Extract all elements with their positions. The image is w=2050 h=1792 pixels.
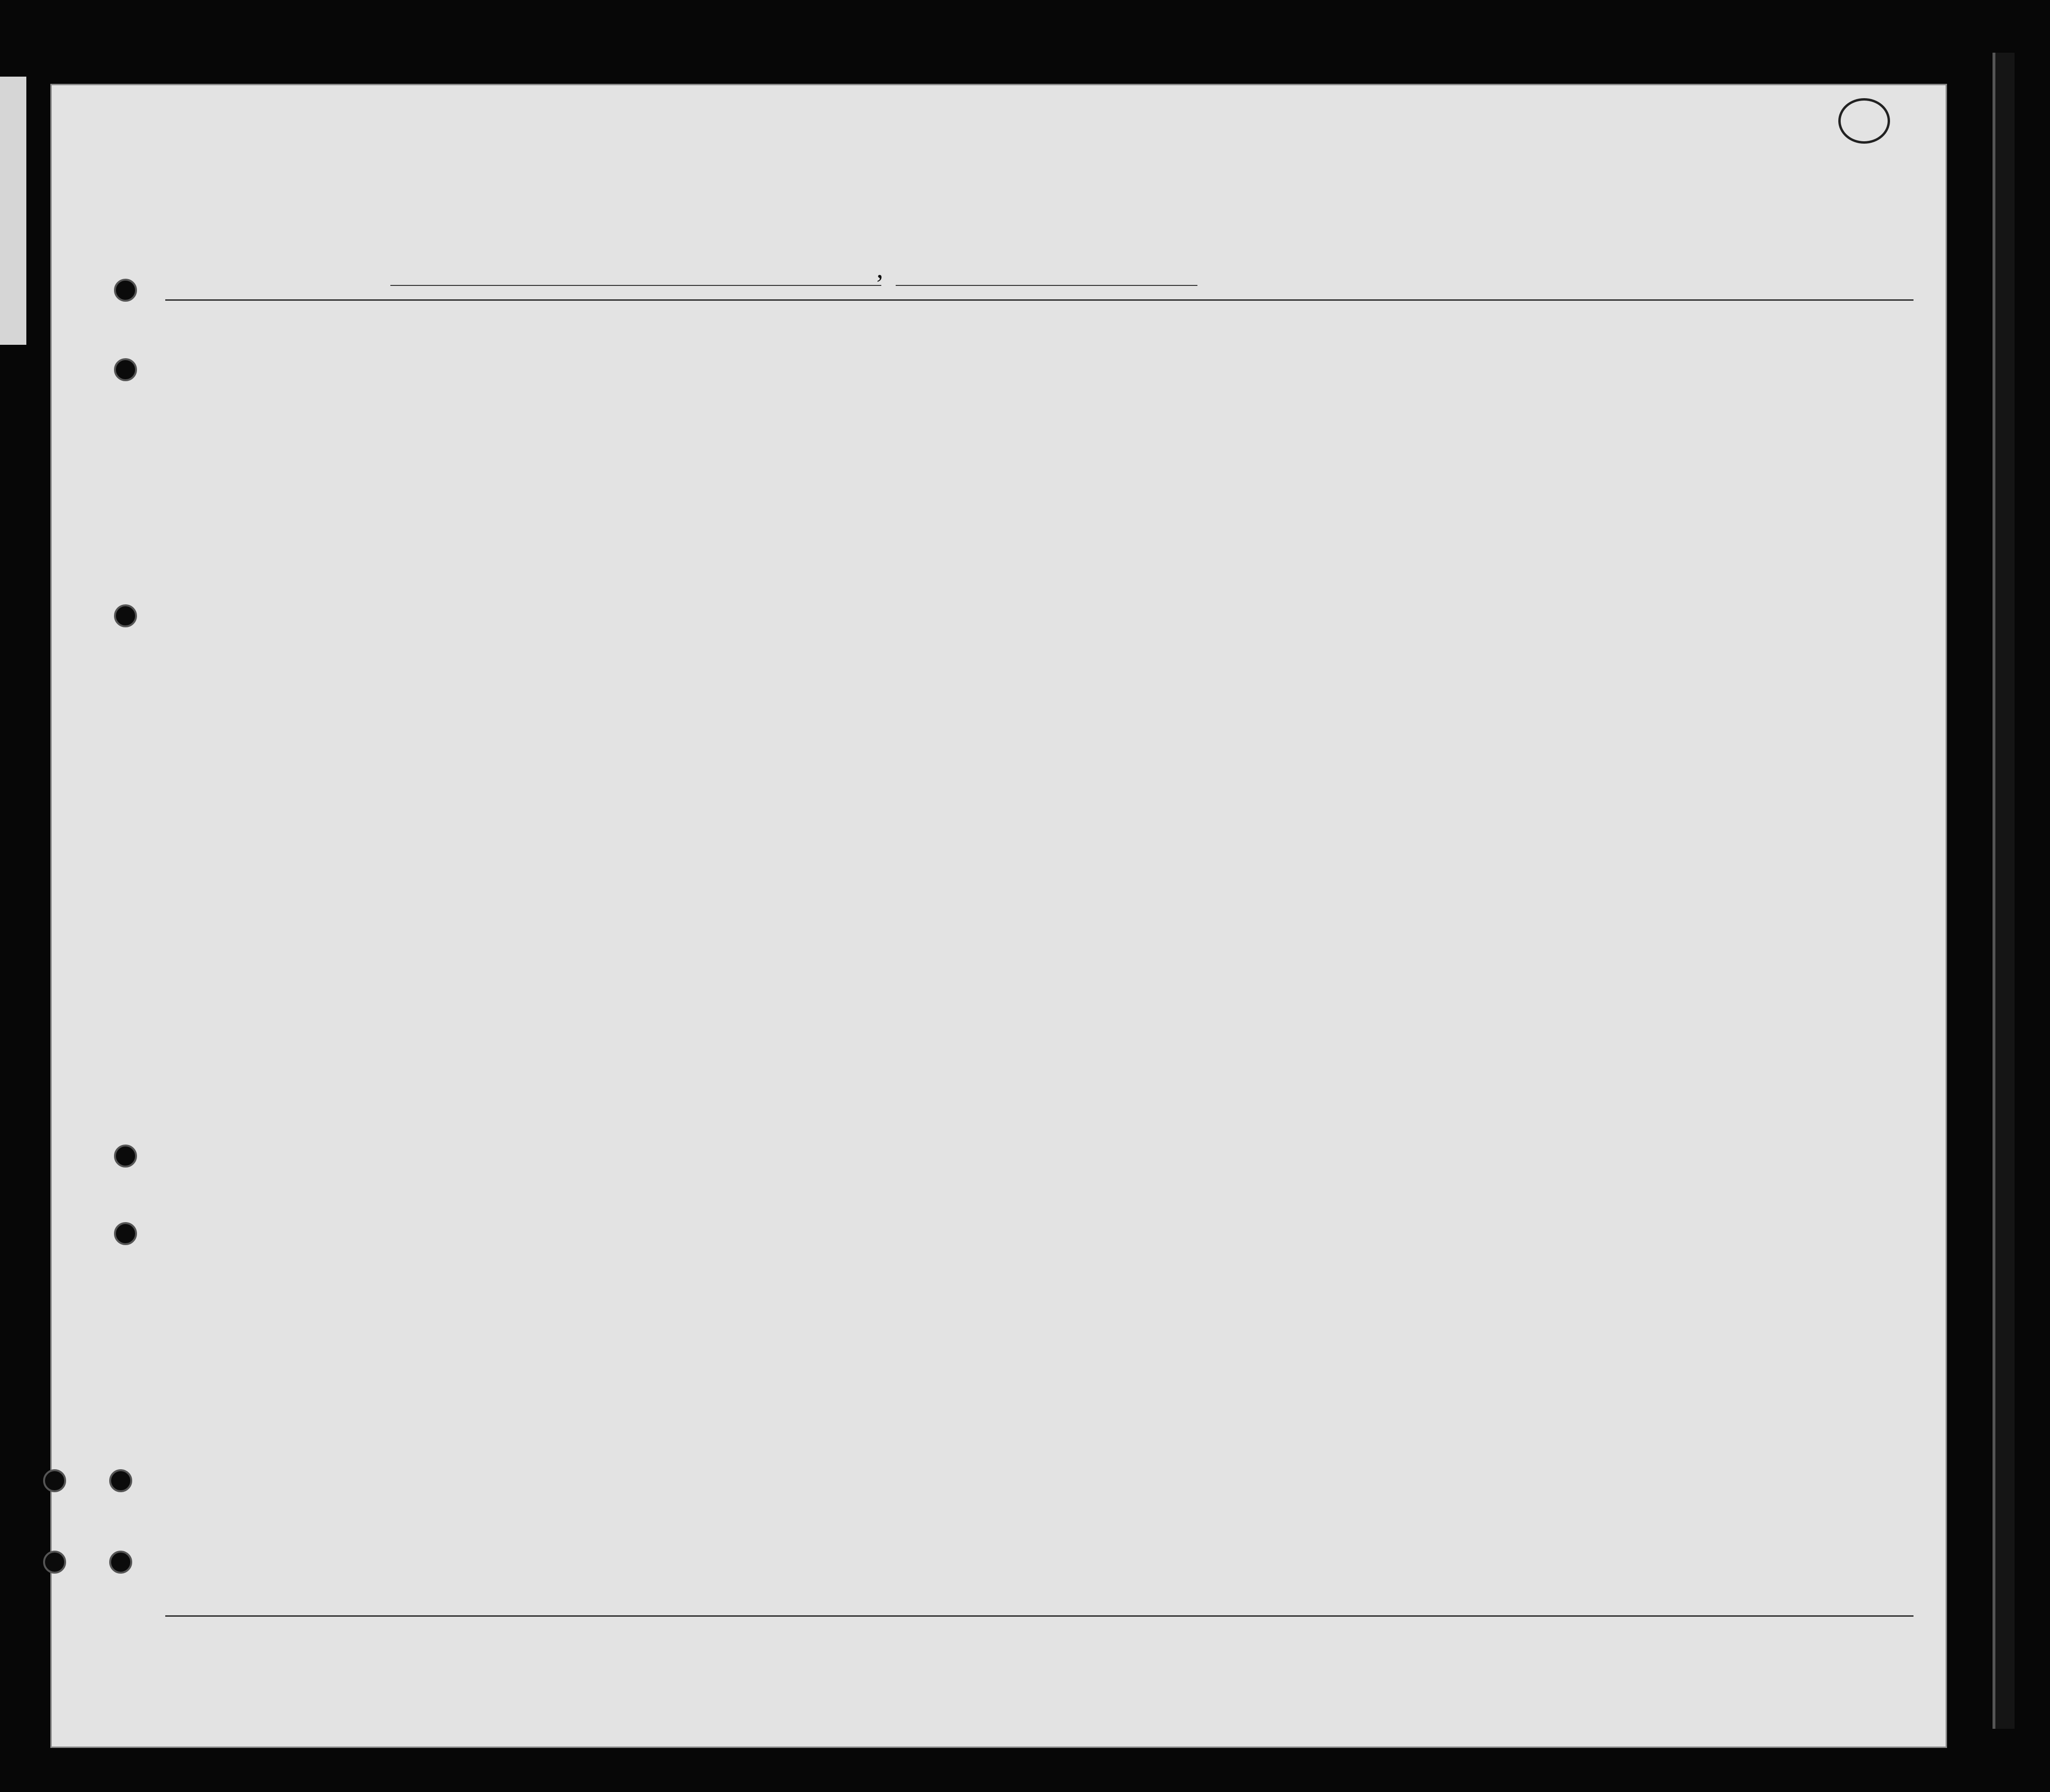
adjacent-page-strip [0, 77, 26, 345]
binder-hole [114, 604, 137, 627]
binder-hole [114, 1222, 137, 1245]
date-separator: , [877, 254, 883, 284]
binder-hole [43, 1551, 66, 1574]
date-underline [896, 285, 1197, 286]
list-number-circle [1838, 98, 1890, 144]
binder-hole [109, 1469, 132, 1492]
manifest-table [165, 299, 1913, 1617]
binder-hole [43, 1469, 66, 1492]
page-edge [1993, 53, 2015, 1729]
binder-hole [114, 358, 137, 381]
binder-hole [114, 279, 137, 302]
binder-hole [114, 1145, 137, 1168]
port-underline [390, 285, 881, 286]
binder-hole [109, 1551, 132, 1574]
